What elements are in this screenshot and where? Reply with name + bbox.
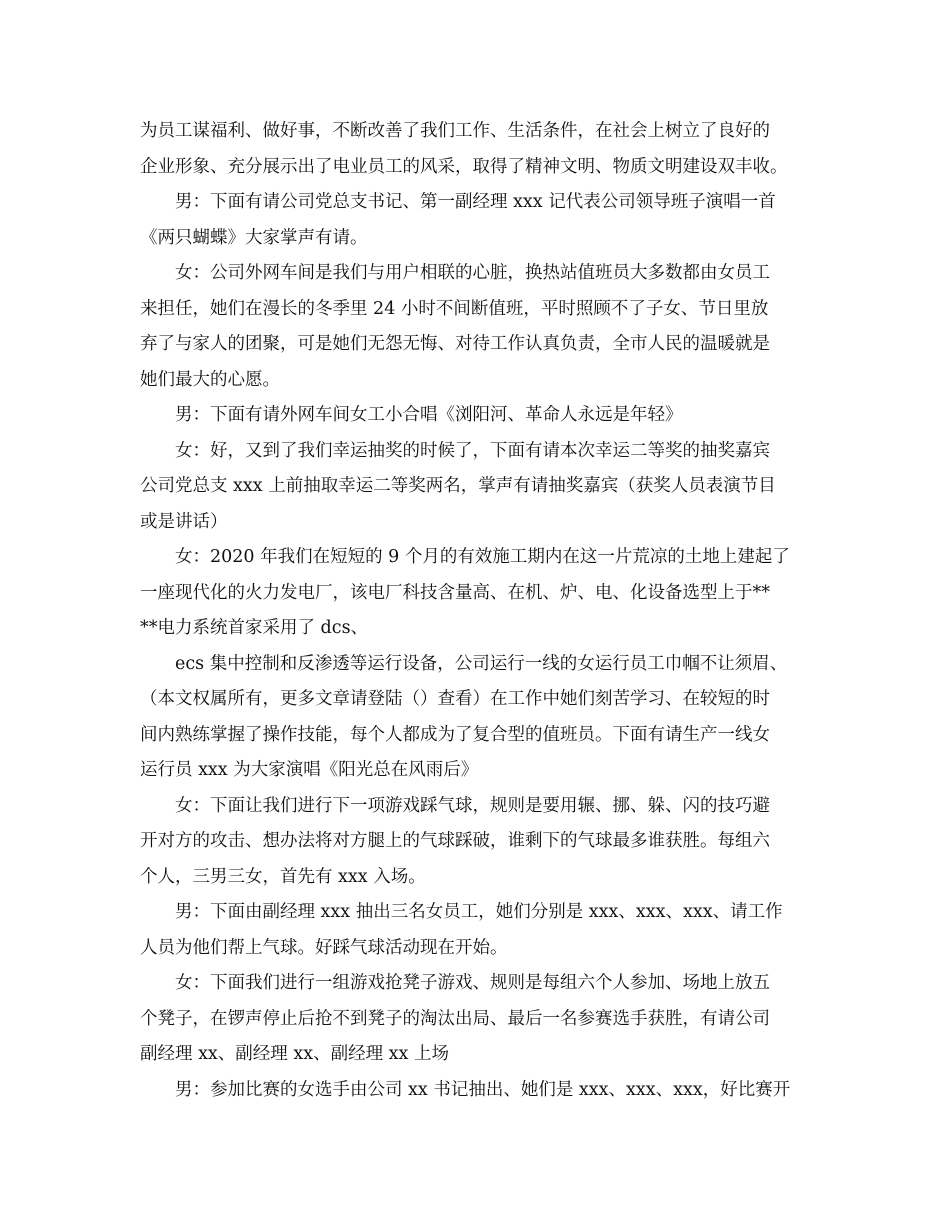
text-line: 企业形象、充分展示出了电业员工的风采，取得了精神文明、物质文明建设双丰收。	[140, 156, 788, 177]
text-line: 女：2020 年我们在短短的 9 个月的有效施工期内在这一片荒凉的土地上建起了	[175, 547, 790, 567]
text-line: 人员为他们帮上气球。好踩气球活动现在开始。	[140, 937, 508, 958]
text-line: 个凳子，在锣声停止后抢不到凳子的淘汰出局、最后一名参赛选手获胜，有请公司	[140, 1008, 770, 1029]
text-line: 一座现代化的火力发电厂，该电厂科技含量高、在机、炉、电、化设备选型上于**	[140, 582, 770, 603]
text-line: 女：好，又到了我们幸运抽奖的时候了，下面有请本次幸运二等奖的抽奖嘉宾	[175, 440, 770, 461]
text-line: 《两只蝴蝶》大家掌声有请。	[140, 227, 368, 248]
text-line: 男：下面由副经理 xxx 抽出三名女员工，她们分别是 xxx、xxx、xxx、请工作	[175, 902, 783, 922]
text-line: 副经理 xx、副经理 xx、副经理 xx 上场	[140, 1044, 449, 1064]
text-line: 或是讲话）	[140, 511, 228, 532]
text-line: 公司党总支 xxx 上前抽取幸运二等奖两名，掌声有请抽奖嘉宾（获奖人员表演节目	[140, 476, 776, 496]
text-line: 运行员 xxx 为大家演唱《阳光总在风雨后》	[140, 760, 479, 780]
text-line: ecs 集中控制和反渗透等运行设备，公司运行一线的女运行员工巾帼不让须眉、	[175, 653, 788, 674]
text-line: 开对方的攻击、想办法将对方腿上的气球踩破，谁剩下的气球最多谁获胜。每组六	[140, 831, 770, 851]
text-line: 来担任，她们在漫长的冬季里 24 小时不间断值班，平时照顾不了子女、节日里放	[140, 298, 769, 319]
text-line: 她们最大的心愿。	[140, 369, 280, 390]
text-line: 弃了与家人的团聚，可是她们无怨无悔、对待工作认真负责，全市人民的温暖就是	[140, 334, 770, 354]
document-body	[140, 114, 820, 1108]
text-line: 男：参加比赛的女选手由公司 xx 书记抽出、她们是 xxx、xxx、xxx，好比赛开	[175, 1079, 791, 1100]
text-line: 为员工谋福利、做好事，不断改善了我们工作、生活条件，在社会上树立了良好的	[140, 121, 770, 141]
text-line: 男：下面有请公司党总支书记、第一副经理 xxx 记代表公司领导班子演唱一首	[175, 192, 776, 212]
text-line: 间内熟练掌握了操作技能，每个人都成为了复合型的值班员。下面有请生产一线女	[140, 724, 770, 745]
text-line: **电力系统首家采用了 dcs、	[140, 618, 369, 638]
text-line: 女：下面我们进行一组游戏抢凳子游戏、规则是每组六个人参加、场地上放五	[175, 973, 770, 993]
text-line: 女：公司外网车间是我们与用户相联的心脏，换热站值班员大多数都由女员工	[175, 263, 770, 283]
text-line: 女：下面让我们进行下一项游戏踩气球，规则是要用辗、挪、躲、闪的技巧避	[175, 795, 770, 816]
text-line: （本文权属所有，更多文章请登陆（）查看）在工作中她们刻苦学习、在较短的时	[140, 689, 770, 709]
text-line: 男：下面有请外网车间女工小合唱《浏阳河、革命人永远是年轻》	[175, 405, 683, 425]
text-line: 个人，三男三女，首先有 xxx 入场。	[140, 866, 426, 887]
